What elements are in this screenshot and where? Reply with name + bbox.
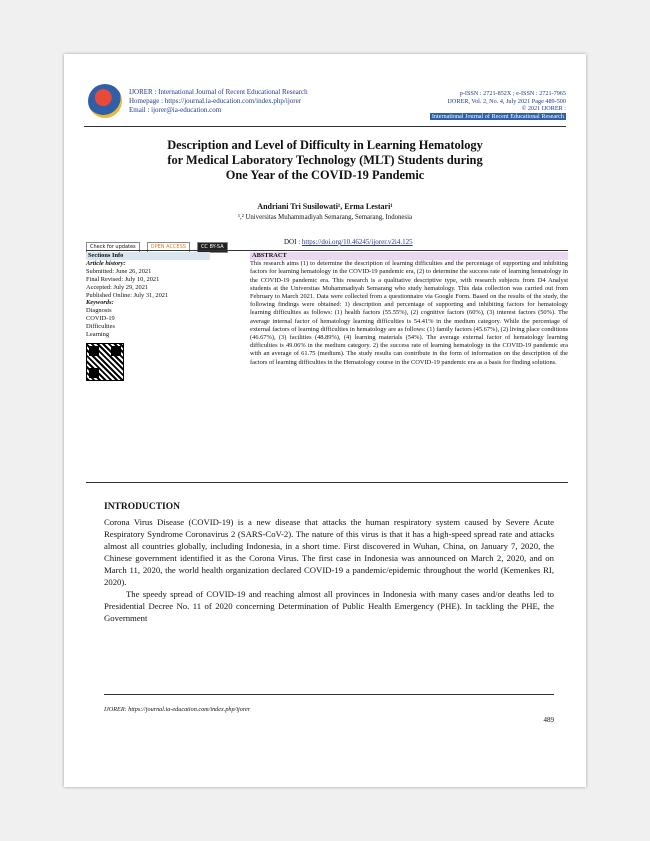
keywords-label: Keywords: bbox=[86, 299, 114, 307]
keyword: Difficulties bbox=[86, 323, 115, 331]
abstract bbox=[250, 252, 568, 367]
keyword: COVID-19 bbox=[86, 315, 115, 323]
journal-header bbox=[129, 88, 308, 115]
submitted-date: Submitted: June 26, 2021 bbox=[86, 267, 152, 275]
abstract-heading: ABSTRACT bbox=[250, 252, 568, 260]
doi bbox=[284, 238, 413, 246]
volume-text: IJORER, Vol. 2, No. 4, July 2021 Page 489-500 bbox=[447, 97, 566, 105]
cc-license-badge[interactable]: CC BY-SA bbox=[197, 242, 228, 253]
introduction-body bbox=[104, 516, 554, 624]
keyword: Diagnosis bbox=[86, 307, 112, 315]
qr-code-icon bbox=[86, 343, 124, 381]
revised-date: Final Revised: July 10, 2021 bbox=[86, 275, 160, 283]
sections-info bbox=[86, 252, 210, 381]
published-date: Published Online: July 31, 2021 bbox=[86, 291, 169, 299]
paper-title bbox=[84, 138, 566, 183]
copyright-text: © 2021 IJORER : bbox=[521, 105, 566, 113]
open-access-badge: OPEN ACCESS bbox=[147, 242, 190, 253]
journal-homepage[interactable]: Homepage : https://journal.ia-education.com/index.php/ijorer bbox=[129, 97, 302, 105]
header-divider bbox=[84, 126, 566, 127]
title-line-3: One Year of the COVID-19 Pandemic bbox=[225, 168, 425, 182]
check-updates-badge[interactable]: Check for updates bbox=[86, 242, 140, 253]
introduction-heading: INTRODUCTION bbox=[104, 502, 181, 512]
page-number: 489 bbox=[543, 716, 554, 724]
info-top-rule bbox=[86, 250, 568, 251]
abstract-bottom-rule bbox=[86, 482, 568, 483]
footer-url[interactable]: IJORER: https://journal.ia-education.com/index.php/ijorer bbox=[104, 706, 251, 713]
journal-logo-icon bbox=[88, 84, 122, 118]
doi-label: DOI : bbox=[284, 238, 302, 246]
abstract-text: This research aims (1) to determine the description of learning difficulties and the percentage of supporting and inhibiting factors for learning hematology in the COVID-19 pandemic era, (2) to determine the success rate of learning hematology in the COVID-19 pandemic era. This research is a qualitative descriptive type, with research subjects from D4 Analyst students at the Universitas Muhammadiyah Semarang who study hematology. This data collection was carried out from February to March 2021. Data were collected from a questionnaire via Google Form. Based on the results of the study, the following findings were obtained: 1) description and percentage of supporting and inhibiting factors for hematology learning difficulties as follows: (1) health factors (55.55%), (2) cognitive factors (60%), (3) interest factors (50%). The average internal factor of hematology learning difficulties is 54.41% in the medium category. While the percentage of external factors of learning difficulties in hematology are as follows: (1) family factors (45.67%), (2) living place conditions (46.67%), (3) facilities (48.89%), (4) learning materials (54%). The average external factor of hematology learning difficulties is 49.06% in the medium category. 2) the success rate of learning hematology in the COVID-19 pandemic era with an average of 61.75 (medium). The study results can contribute in the form of information on the description of the factors of learning difficulties in the Hematology course in the COVID-19 pandemic era as a basis for finding solutions. bbox=[250, 260, 568, 366]
footer-divider bbox=[104, 694, 554, 695]
affiliation: ¹,² Universitas Muhammadiyah Semarang, Semarang, Indonesia bbox=[238, 214, 412, 221]
journal-meta bbox=[430, 90, 566, 120]
intro-paragraph-2: The speedy spread of COVID-19 and reaching almost all provinces in Indonesia with many cases and/or deaths led to Presidential Decree No. 11 of 2020 concerning Determination of Public Health Emergency (PHE). In tackling the PHE, the Government bbox=[104, 589, 554, 623]
accepted-date: Accepted: July 29, 2021 bbox=[86, 283, 149, 291]
sections-info-heading: Sections Info bbox=[86, 252, 210, 260]
title-line-1: Description and Level of Difficulty in Learning Hematology bbox=[167, 138, 483, 152]
history-label: Article history: bbox=[86, 259, 126, 267]
journal-org: International Journal of Recent Educational Research bbox=[431, 112, 564, 120]
intro-paragraph-1: Corona Virus Disease (COVID-19) is a new disease that attacks the human respiratory system caused by Severe Acute Respiratory Syndrome Coronavirus 2 (SARS-CoV-2). The nature of this virus is that it has a high-speed spread rate and attacks almost all countries globally, including Indonesia, in a short time. First discovered in Wuhan, China, on January 7, 2020, the Chinese government identified it as the Corona Virus. The first case in Indonesia was announced on March 2, 2020, and on March 11, 2020, the world health organization declared COVID-19 a pandemic/epidemic throughout the world (Kemenkes RI, 2020). bbox=[104, 517, 554, 587]
keyword: Learning bbox=[86, 331, 110, 339]
journal-email[interactable]: Email : ijorer@ia-education.com bbox=[129, 106, 222, 114]
journal-name: IJORER : International Journal of Recent Educational Research bbox=[129, 88, 308, 96]
paper-page bbox=[64, 54, 586, 787]
title-line-2: for Medical Laboratory Technology (MLT) Students during bbox=[167, 153, 483, 167]
authors: Andriani Tri Susilowati¹, Erma Lestari¹ bbox=[257, 202, 393, 211]
issn-text: p-ISSN : 2721-852X ; e-ISSN : 2721-7965 bbox=[459, 90, 566, 97]
doi-link[interactable]: https://doi.org/10.46245/ijorer.v2i4.125 bbox=[301, 238, 413, 246]
